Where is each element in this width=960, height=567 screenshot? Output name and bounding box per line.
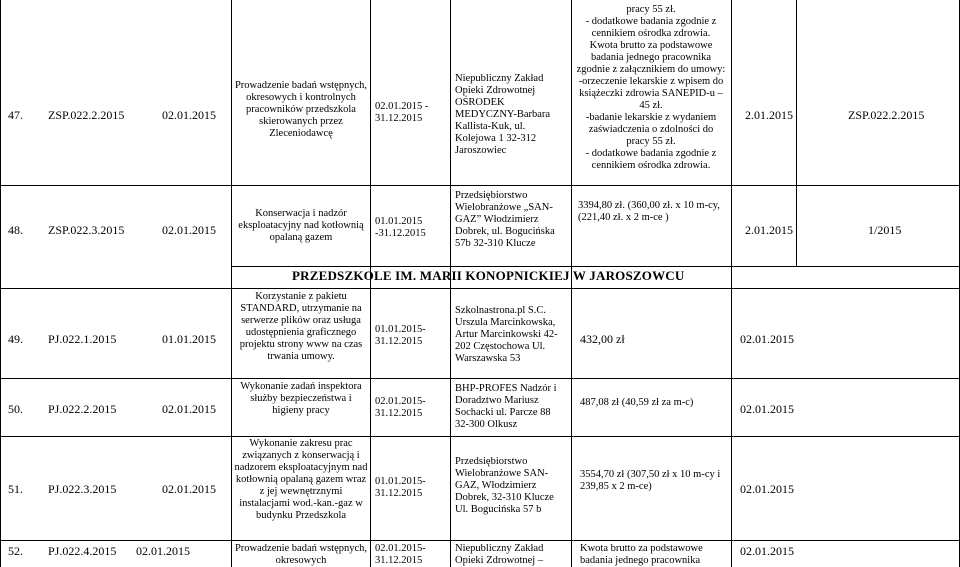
row-ref: 1/2015 [868,223,902,237]
row-date2: 2.01.2015 [745,223,793,237]
row-subject: Korzystanie z pakietu STANDARD, utrzymanie na serwerze plików oraz usługa udostępnienia graficznego projektu strony www na czas trwania umowy. [239,291,363,362]
row-code: ZSP.022.3.2015 [48,223,125,237]
row-contractor: Przedsiębiorstwo Wielobranżowe SAN-GAZ, Włodzimierz Dobrek, 32-310 Klucze Ul. Bogucińska 57 b [455,456,554,515]
row-price: 3394,80 zł. (360,00 zł. x 10 m-cy, (221,40 zł. x 2 m-ce ) [578,200,720,223]
row-code: PJ.022.2.2015 [48,402,117,416]
row-price-detail [576,4,726,172]
row-contractor: Szkolnastrona.pl S.C. Urszula Marcinkowska, Artur Marcinkowski 42-202 Częstochowa Ul. Warszawska 53 [455,305,558,364]
row-period: 02.01.2015- 31.12.2015 [375,543,426,566]
section-title: PRZEDSZKOLE IM. MARII KONOPNICKIEJ W JAROSZOWCU [292,268,685,283]
row-number: 50. [8,402,23,416]
row-number: 52. [8,544,23,558]
row-date: 02.01.2015 [162,482,216,496]
grid-line [731,0,732,567]
row-period: 02.01.2015- 31.12.2015 [375,396,426,419]
price-line: - dodatkowe badania zgodnie z cennikiem ośrodka zdrowia. [585,148,717,171]
row-price: 432,00 zł [580,332,625,346]
row-subject: Wykonanie zadań inspektora służby bezpieczeństwa i higieny pracy [240,381,362,416]
row-subject: Prowadzenie badań wstępnych, okresowych i kontrolnych pracowników przedszkola skierowanych przez Zleceniodawcę [234,80,368,139]
grid-line [231,0,232,567]
row-price: 3554,70 zł (307,50 zł x 10 m-cy i 239,85 x 2 m-ce) [580,469,721,492]
row-price: 487,08 zł (40,59 zł za m-c) [580,397,694,408]
row-period: 01.01.2015- 31.12.2015 [375,476,426,499]
row-number: 51. [8,482,23,496]
price-line: - dodatkowe badania zgodnie z cennikiem ośrodka zdrowia. [585,16,717,39]
row-code: PJ.022.1.2015 [48,332,117,346]
grid-line [0,378,960,379]
row-code: ZSP.022.2.2015 [48,108,125,122]
grid-line [0,436,960,437]
price-line: pracy 55 zł. [626,4,676,15]
grid-line [0,540,960,541]
row-period: 02.01.2015 - 31.12.2015 [375,101,429,124]
row-number: 48. [8,223,23,237]
grid-line [0,185,960,186]
row-period: 01.01.2015 -31.12.2015 [375,216,426,239]
row-subject: Konserwacja i nadzór eksploatacyjny nad kotłownią opalaną gazem [238,208,364,243]
row-period: 01.01.2015- 31.12.2015 [375,324,426,347]
grid-line [231,266,960,267]
row-date: 02.01.2015 [162,223,216,237]
row-date: 02.01.2015 [162,402,216,416]
row-number: 49. [8,332,23,346]
row-subject: Wykonanie zakresu prac związanych z konserwacją i nadzorem eksploatacyjnym nad kotłownią opalaną gazem wraz z jej wewnętrznymi instalacjami wod.-kan.-gaz w budynku Przedszkola [234,438,368,521]
row-contractor: Przedsiębiorstwo Wielobranżowe „SAN-GAZ” Włodzimierz Dobrek, ul. Bogucińska 57b 32-310 Klucze [455,190,555,249]
row-date2: 02.01.2015 [740,482,794,496]
row-contractor: BHP-PROFES Nadzór i Doradztwo Mariusz Sochacki ul. Parcze 88 32-300 Olkusz [455,383,557,430]
row-date: 02.01.2015 [162,108,216,122]
row-date2: 02.01.2015 [740,332,794,346]
row-date2: 02.01.2015 [740,544,794,558]
row-price: Kwota brutto za podstawowe badania jednego pracownika [580,543,703,566]
row-date2: 2.01.2015 [745,108,793,122]
row-date: 01.01.2015 [162,332,216,346]
row-date: 02.01.2015 [136,544,190,558]
price-line: Kwota brutto za podstawowe badania jednego pracownika zgodnie z załącznikiem do umowy: [576,40,726,75]
row-subject: Prowadzenie badań wstępnych, okresowych [234,543,368,566]
row-ref: ZSP.022.2.2015 [848,108,925,122]
row-number: 47. [8,108,23,122]
row-code: PJ.022.3.2015 [48,482,117,496]
row-date2: 02.01.2015 [740,402,794,416]
grid-line [796,0,797,267]
price-line: -orzeczenie lekarskie z wpisem do książeczki zdrowia SANEPID-u – 45 zł. [578,76,724,111]
row-contractor: Niepubliczny Zakład Opieki Zdrowotnej OŚRODEK MEDYCZNY-Barbara Kallista-Kuk, ul. Kolejowa 1 32-312 Jaroszowiec [455,73,551,156]
price-line: -badanie lekarskie z wydaniem zaświadczenia o zdolności do pracy 55 zł. [585,112,717,147]
row-code: PJ.022.4.2015 [48,544,117,558]
grid-line [0,0,1,567]
row-contractor: Niepubliczny Zakład Opieki Zdrowotnej – [455,543,544,566]
grid-line [0,288,960,289]
